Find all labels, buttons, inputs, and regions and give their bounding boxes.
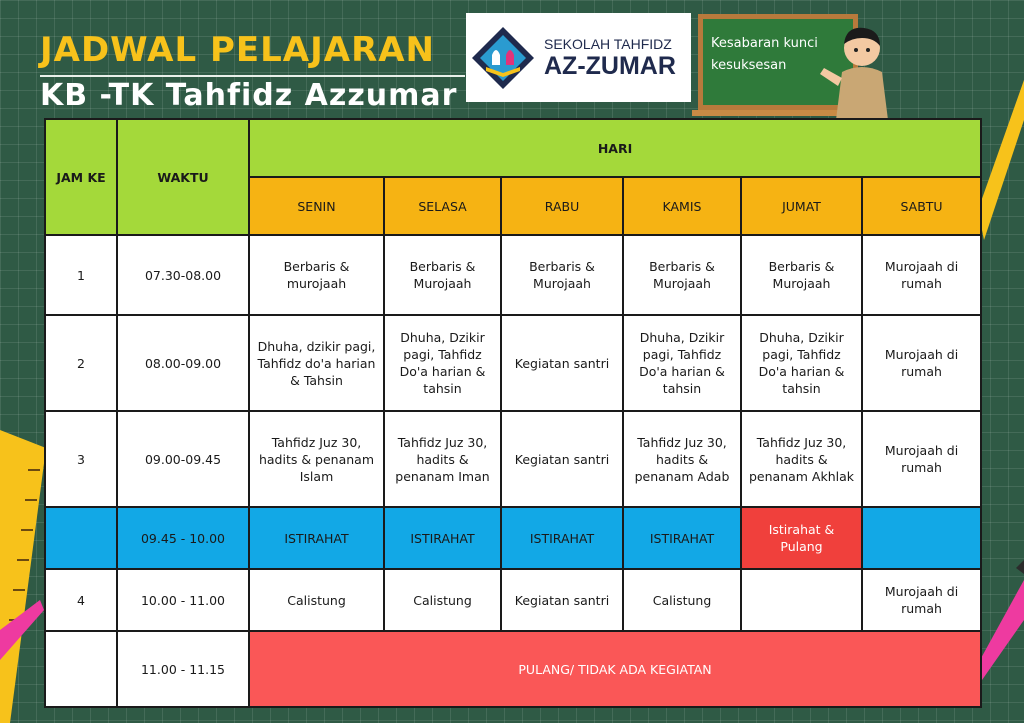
day-senin: SENIN (249, 177, 384, 235)
schedule-cell: Dhuha, dzikir pagi, Tahfidz do'a harian & Tahsin (249, 315, 384, 411)
day-kamis: KAMIS (623, 177, 741, 235)
jam-cell: 4 (45, 569, 117, 631)
schedule-cell: Tahfidz Juz 30, hadits & penanam Iman (384, 411, 501, 507)
schedule-cell: Calistung (623, 569, 741, 631)
schedule-cell: Murojaah di rumah (862, 569, 981, 631)
schedule-cell: Calistung (384, 569, 501, 631)
pulang-banner-cell: PULANG/ TIDAK ADA KEGIATAN (249, 631, 981, 707)
waktu-cell: 09.45 - 10.00 (117, 507, 249, 569)
table-row (45, 411, 981, 507)
table-row (45, 569, 981, 631)
break-cell: ISTIRAHAT (249, 507, 384, 569)
schedule-cell: Tahfidz Juz 30, hadits & penanam Akhlak (741, 411, 862, 507)
page-title: JADWAL PELAJARAN (40, 30, 436, 70)
schedule-cell: Murojaah di rumah (862, 411, 981, 507)
header-hari: HARI (249, 119, 981, 177)
break-cell: ISTIRAHAT (501, 507, 623, 569)
schedule-cell: Tahfidz Juz 30, hadits & penanam Adab (623, 411, 741, 507)
day-sabtu: SABTU (862, 177, 981, 235)
schedule-cell (741, 569, 862, 631)
schedule-cell: Dhuha, Dzikir pagi, Tahfidz Do'a harian & tahsin (384, 315, 501, 411)
day-rabu: RABU (501, 177, 623, 235)
break-cell: ISTIRAHAT (623, 507, 741, 569)
schedule-cell: Berbaris & Murojaah (623, 235, 741, 315)
waktu-cell: 10.00 - 11.00 (117, 569, 249, 631)
schedule-cell: Murojaah di rumah (862, 315, 981, 411)
schedule-cell: Berbaris & murojaah (249, 235, 384, 315)
break-row (45, 507, 981, 569)
waktu-cell: 09.00-09.45 (117, 411, 249, 507)
day-jumat: JUMAT (741, 177, 862, 235)
jam-cell: 2 (45, 315, 117, 411)
schedule-cell: Kegiatan santri (501, 569, 623, 631)
jam-cell (45, 507, 117, 569)
pencil-left-decoration (0, 600, 44, 723)
title-divider (40, 75, 465, 77)
waktu-cell: 07.30-08.00 (117, 235, 249, 315)
schedule-cell: Kegiatan santri (501, 411, 623, 507)
schedule-cell: Berbaris & Murojaah (741, 235, 862, 315)
chalkboard-line-2: kesuksesan (711, 58, 787, 73)
schedule-cell: Kegiatan santri (501, 315, 623, 411)
school-emblem-icon (470, 25, 536, 91)
chalkboard-line-1: Kesabaran kunci (711, 36, 818, 51)
schedule-cell: Tahfidz Juz 30, hadits & penanam Islam (249, 411, 384, 507)
header-jam-ke: JAM KE (45, 119, 117, 235)
school-logo (466, 13, 691, 102)
break-cell: ISTIRAHAT (384, 507, 501, 569)
pencil-right-decoration (980, 560, 1024, 680)
jam-cell: 1 (45, 235, 117, 315)
jam-cell (45, 631, 117, 707)
day-selasa: SELASA (384, 177, 501, 235)
logo-line-name: AZ-ZUMAR (544, 51, 676, 80)
schedule-cell: Dhuha, Dzikir pagi, Tahfidz Do'a harian & tahsin (623, 315, 741, 411)
waktu-cell: 08.00-09.00 (117, 315, 249, 411)
schedule-cell: Dhuha, Dzikir pagi, Tahfidz Do'a harian & tahsin (741, 315, 862, 411)
page-subtitle: KB -TK Tahfidz Azzumar (40, 78, 458, 113)
break-cell (862, 507, 981, 569)
table-row-last (45, 631, 981, 707)
jam-cell: 3 (45, 411, 117, 507)
schedule-cell: Berbaris & Murojaah (501, 235, 623, 315)
header-row-top (45, 119, 981, 177)
schedule-cell: Berbaris & Murojaah (384, 235, 501, 315)
schedule-cell: Calistung (249, 569, 384, 631)
table-row (45, 235, 981, 315)
table-row (45, 315, 981, 411)
schedule-cell: Murojaah di rumah (862, 235, 981, 315)
logo-line-school: SEKOLAH TAHFIDZ (544, 35, 672, 52)
header-waktu: WAKTU (117, 119, 249, 235)
waktu-cell: 11.00 - 11.15 (117, 631, 249, 707)
ruler-right-decoration (978, 80, 1024, 240)
break-pulang-cell: Istirahat & Pulang (741, 507, 862, 569)
teacher-illustration (812, 20, 898, 120)
schedule-table (44, 118, 982, 708)
